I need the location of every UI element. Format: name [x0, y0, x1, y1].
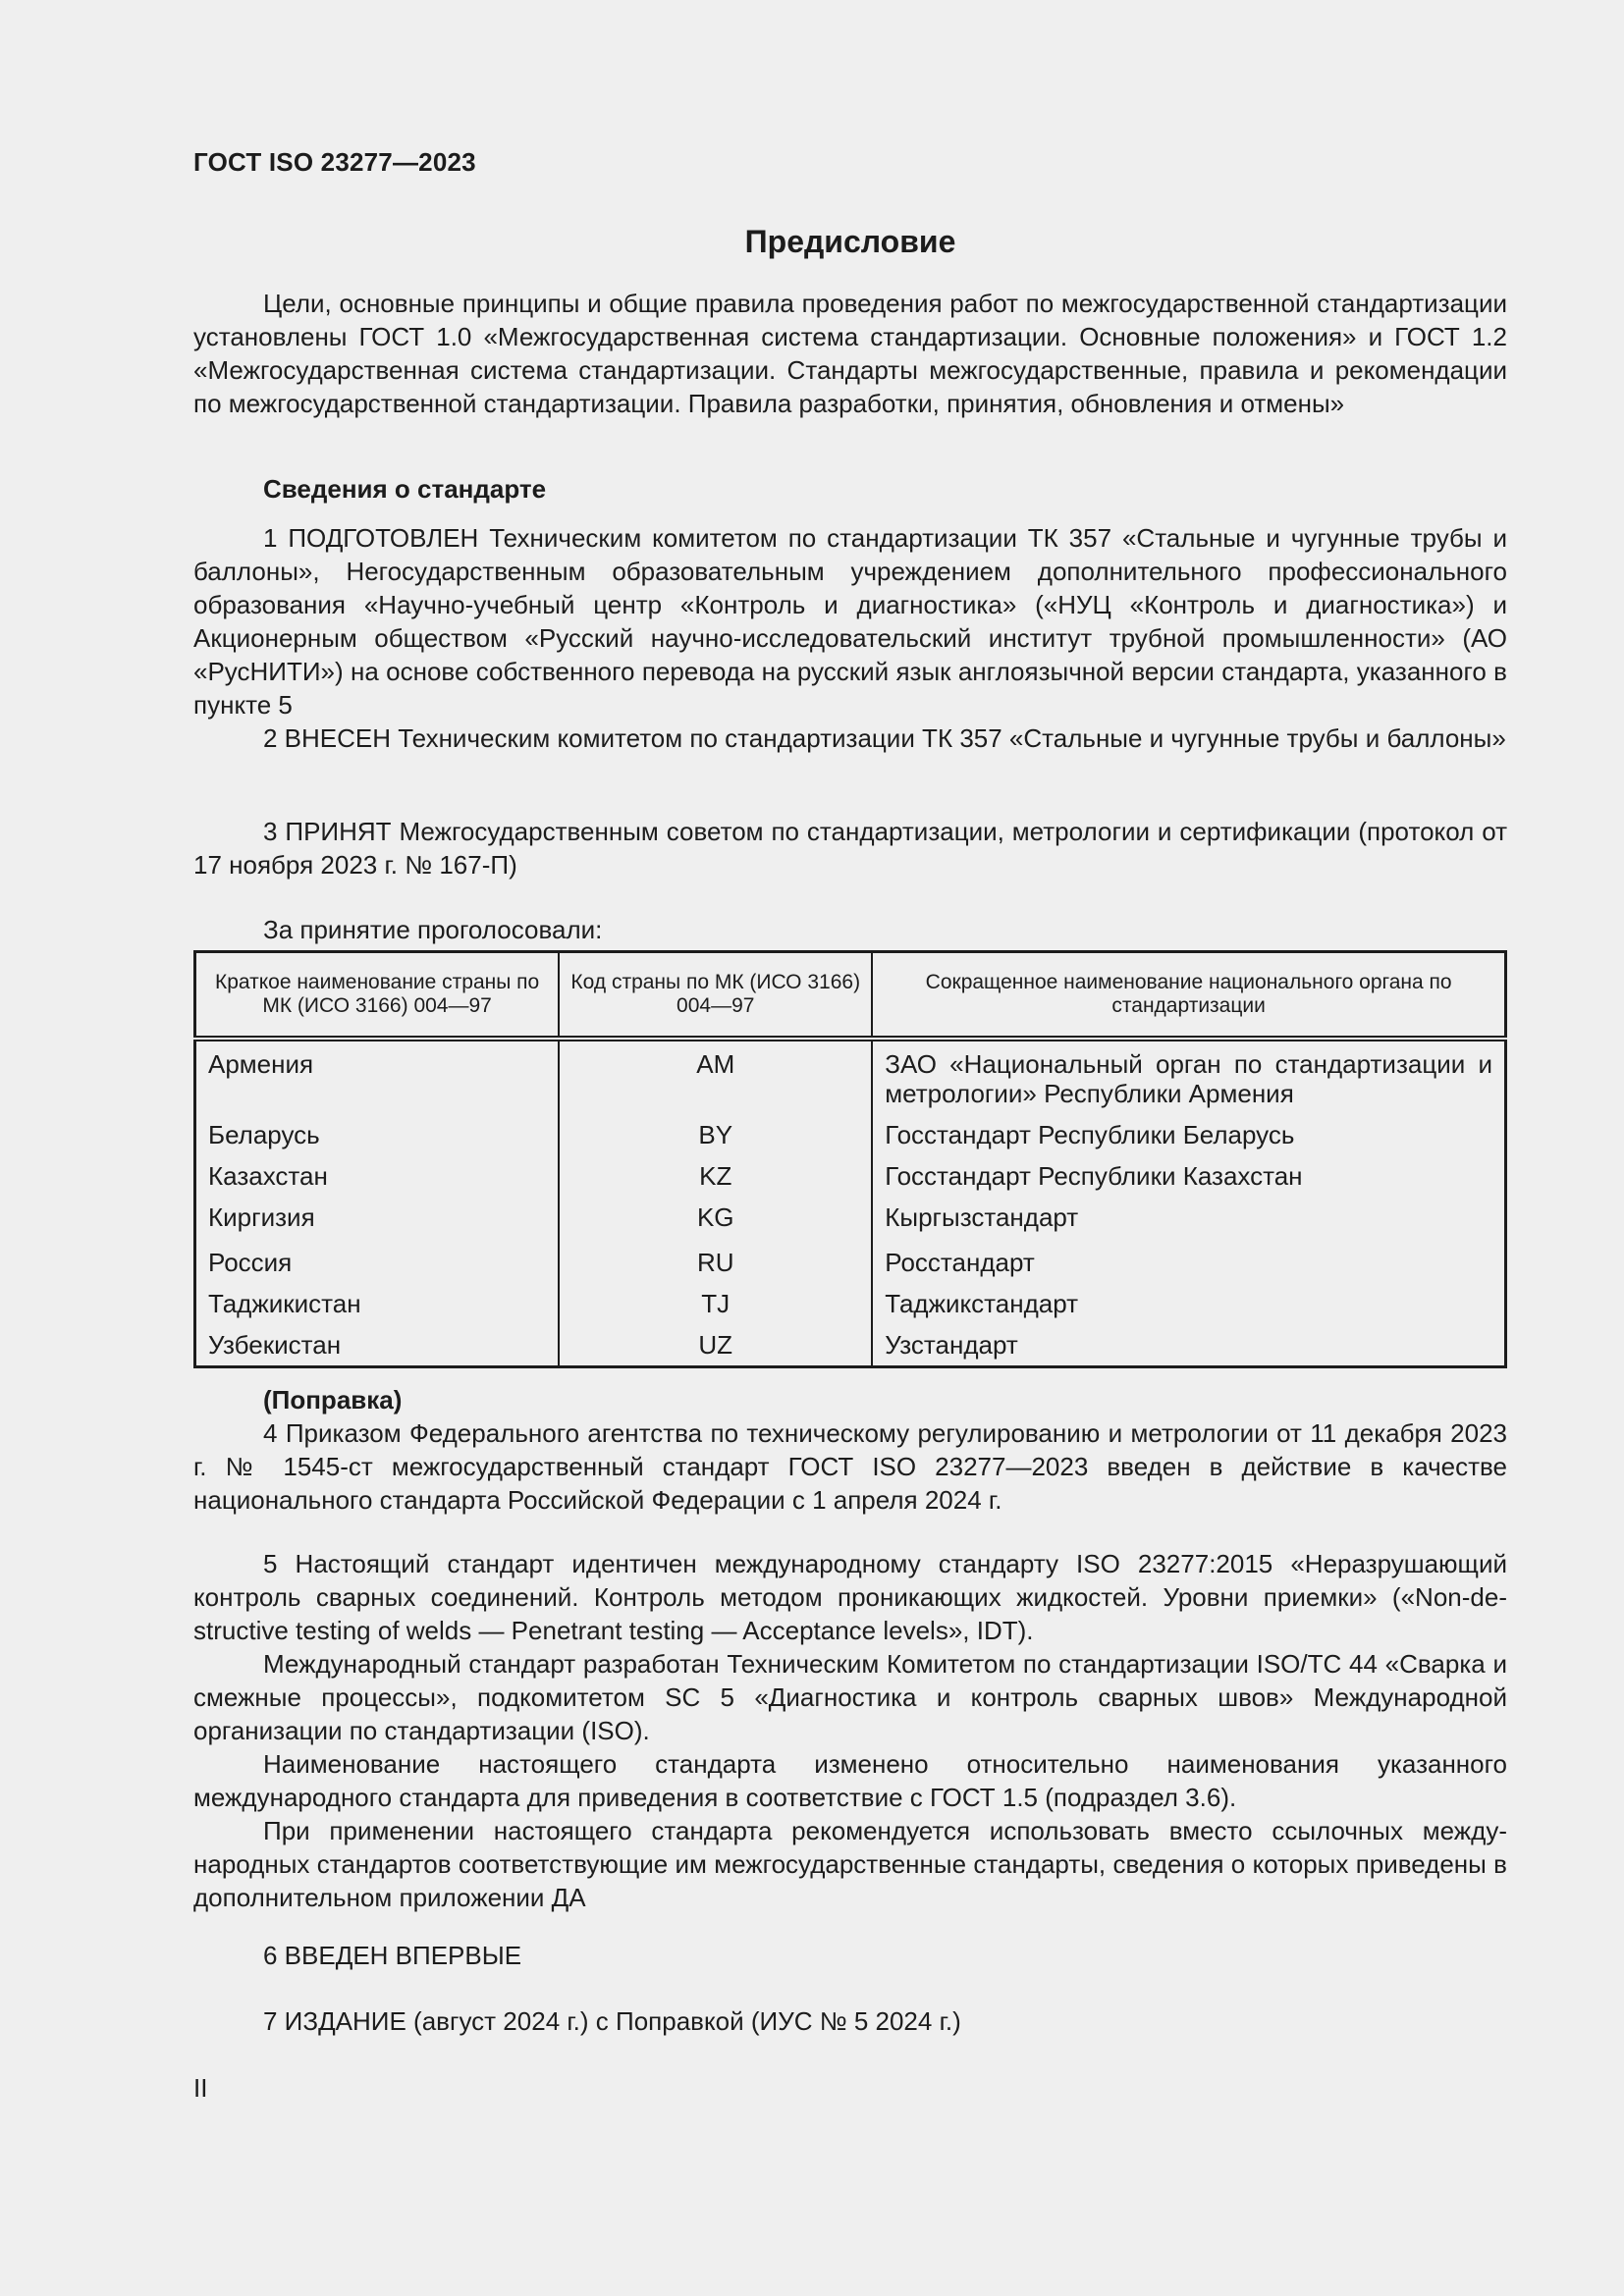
item-1: 1 ПОДГОТОВЛЕН Техническим комитетом по стандартизации ТК 357 «Стальные и чугунные трубы и баллоны», Негосударственным образовательным учреждением дополнительного профессионального образования «Научно-учебный центр «Контроль и диагностика» («НУЦ «Контроль и диагностика») и Акционерным обществом «Русский научно-исследовательский институт трубной промышленности» (АО «РусНИТИ») на основе собственного перевода на русский язык англоязычной версии стандарта, указанного в пункте 5: [193, 523, 1507, 720]
cell-org: Росстандарт: [885, 1248, 1035, 1277]
table-row: [195, 1324, 1506, 1367]
document-header: ГОСТ ISO 23277—2023: [193, 147, 476, 177]
item-5-paragraph-3: Наименование настоящего стандарта изменено относительно наименования указанного международного стандарта для приведения в соответствие с ГОСТ 1.5 (подраздел 3.6).: [193, 1749, 1507, 1812]
cell-country: Россия: [195, 1242, 560, 1283]
amendment-block: [193, 1383, 1507, 1517]
section-title: Предисловие: [744, 224, 956, 259]
item-3: 3 ПРИНЯТ Межгосударственным советом по стандартизации, метрологии и сертификации (протокол от 17 ноября 2023 г. № 167-П): [193, 817, 1507, 880]
cell-country: Таджикистан: [195, 1283, 560, 1324]
voted-label: За принятие проголосовали:: [263, 915, 603, 944]
cell-org: Кыргызстандарт: [885, 1202, 1079, 1232]
cell-code: TJ: [559, 1283, 872, 1324]
header-country: Краткое наименование страны по МК (ИСО 3166) 004—97: [195, 952, 560, 1040]
table-row: [195, 1242, 1506, 1283]
subheading-block: [193, 472, 1507, 506]
table-row: [195, 1197, 1506, 1242]
table-row: [195, 1114, 1506, 1155]
table-header-row: [195, 952, 1506, 1040]
subheading: Сведения о стандарте: [263, 474, 547, 504]
item-5-paragraph-4: При применении настоящего стандарта рекомендуется использовать вместо ссылочных международных стандартов соответствующие им межгосударственные стандарты, сведения о которых приведены в дополнительном приложении ДА: [193, 1816, 1507, 1912]
amendment-label: (Поправка): [263, 1385, 403, 1415]
header-org: Сокращенное наименование национального органа по стандартизации: [872, 952, 1505, 1040]
item-6-block: [193, 1939, 1507, 1972]
item-4: 4 Приказом Федерального агентства по техническому регулированию и метрологии от 11 декабря 2023 г. № 1545-ст межгосударственный стандарт ГОСТ ISO 23277—2023 введен в действие в качестве национального стандарта Российской Федерации с 1 апреля 2024 г.: [193, 1418, 1507, 1515]
cell-org: ЗАО «Национальный орган по стандартизации и метрологии» Республики Армения: [885, 1049, 1492, 1108]
intro-paragraph: Цели, основные принципы и общие правила проведения работ по межгосударственной стандартизации установлены ГОСТ 1.0 «Межгосударственная система стандартизации. Основные положения» и ГОСТ 1.2 «Межгосударственная система стандартизации. Стандарты межгосударственные, правила и рекомендации по межгосударственной стандартизации. Правила разработки, принятия, обновления и отмены»: [193, 289, 1507, 418]
cell-code: KZ: [559, 1155, 872, 1197]
voted-block: [193, 913, 1507, 946]
cell-code: UZ: [559, 1324, 872, 1367]
item-5-paragraph-2: Международный стандарт разработан Техническим Комитетом по стандартизации ISO/TC 44 «Сварка и смежные процессы», подкомитетом SC 5 «Диагностика и контроль сварных швов» Международной организации по стандартизации (ISO).: [193, 1649, 1507, 1745]
item-5: 5 Настоящий стандарт идентичен международному стандарту ISO 23277:2015 «Неразрушающий контроль сварных соединений. Контроль методом проникающих жидкостей. Уровни приемки» («Non-destructive testing of welds — Penetrant testing — Acceptance levels», IDT).: [193, 1549, 1507, 1645]
item-6: 6 ВВЕДЕН ВПЕРВЫЕ: [263, 1941, 522, 1970]
cell-country: Узбекистан: [195, 1324, 560, 1367]
cell-code: KG: [559, 1197, 872, 1242]
item-7-block: [193, 2004, 1507, 2038]
header-code: Код страны по МК (ИСО 3166) 004—97: [559, 952, 872, 1040]
item-5-block: [193, 1547, 1507, 1914]
item-2: 2 ВНЕСЕН Техническим комитетом по стандартизации ТК 357 «Стальные и чугунные трубы и баллоны»: [263, 723, 1506, 753]
item-7: 7 ИЗДАНИЕ (август 2024 г.) с Поправкой (ИУС № 5 2024 г.): [263, 2006, 961, 2036]
item-3-block: [193, 815, 1507, 881]
cell-code: AM: [559, 1039, 872, 1114]
page-number: II: [193, 2073, 208, 2103]
cell-org: Таджикстандарт: [885, 1289, 1079, 1318]
cell-country: Беларусь: [195, 1114, 560, 1155]
cell-code: RU: [559, 1242, 872, 1283]
cell-org: Госстандарт Республики Беларусь: [885, 1120, 1295, 1149]
table-row: [195, 1155, 1506, 1197]
table-row: [195, 1039, 1506, 1114]
cell-org: Узстандарт: [885, 1330, 1018, 1360]
cell-country: Киргизия: [195, 1197, 560, 1242]
intro-block: [193, 287, 1507, 420]
cell-code: BY: [559, 1114, 872, 1155]
cell-country: Казахстан: [195, 1155, 560, 1197]
table-row: [195, 1283, 1506, 1324]
cell-org: Госстандарт Республики Казахстан: [885, 1161, 1303, 1191]
cell-country: Армения: [195, 1039, 560, 1114]
voting-table: [193, 950, 1507, 1368]
items-1-2-block: [193, 521, 1507, 755]
